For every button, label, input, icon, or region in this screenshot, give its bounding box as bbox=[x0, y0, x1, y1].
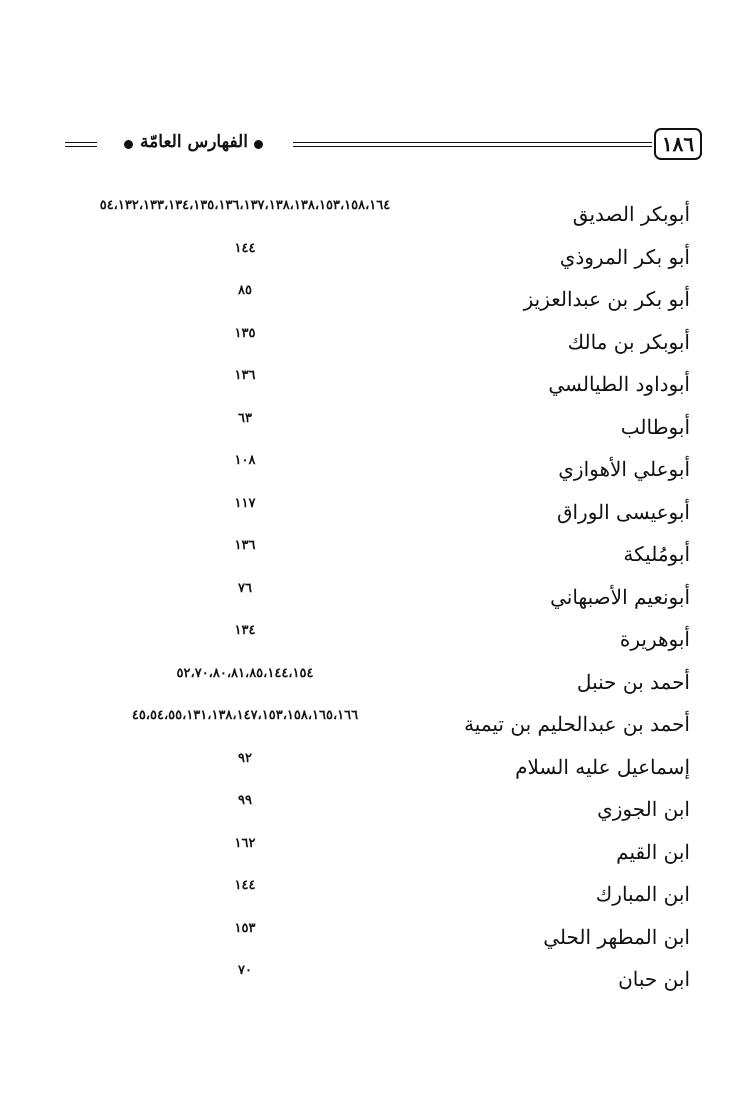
entry-pages: ١٣٤ bbox=[234, 623, 256, 638]
index-entry bbox=[50, 532, 690, 575]
entry-pages: ٨٥ bbox=[238, 283, 252, 298]
index-entry bbox=[50, 362, 690, 405]
entry-name: أبونعيم الأصبهاني bbox=[550, 584, 690, 609]
index-entry bbox=[50, 660, 690, 703]
bullet-dot-right bbox=[254, 140, 263, 149]
index-entry bbox=[50, 405, 690, 448]
entry-pages: ٤٥،٥٤،٥٥،١٣١،١٣٨،١٤٧،١٥٣،١٥٨،١٦٥،١٦٦ bbox=[131, 708, 359, 723]
index-entry bbox=[50, 235, 690, 278]
index-entry bbox=[50, 320, 690, 363]
index-entry bbox=[50, 830, 690, 873]
index-entry bbox=[50, 192, 690, 235]
header-title: الفهارس العامّة bbox=[140, 132, 248, 152]
entry-name: أبوداود الطيالسي bbox=[548, 372, 690, 396]
entry-name: أبوعلي الأهوازي bbox=[558, 457, 690, 481]
entry-pages: ١٣٦ bbox=[234, 368, 256, 383]
entry-name: أبومُليكة bbox=[623, 542, 690, 566]
entry-pages: ١٤٤ bbox=[234, 240, 256, 256]
entry-name: ابن حبان bbox=[618, 967, 690, 991]
entry-name: أبوهريرة bbox=[619, 627, 690, 651]
index-list bbox=[50, 192, 690, 1000]
header-rule-main bbox=[293, 142, 652, 147]
entry-name: أحمد بن حنبل bbox=[576, 669, 690, 694]
entry-name: ابن القيم bbox=[616, 839, 690, 864]
index-entry bbox=[50, 915, 690, 958]
index-entry bbox=[50, 745, 690, 788]
entry-pages: ١٥٣ bbox=[234, 920, 256, 936]
page-number: ١٨٦ bbox=[654, 128, 702, 160]
entry-name: إسماعيل عليه السلام bbox=[515, 754, 690, 779]
entry-pages: ٥٢،٧٠،٨٠،٨١،٨٥،١٤٤،١٥٤ bbox=[176, 665, 314, 681]
entry-pages: ٥٤،١٣٢،١٣٣،١٣٤،١٣٥،١٣٦،١٣٧،١٣٨،١٣٨،١٥٣،١٥٨،١٦٤ bbox=[99, 198, 391, 213]
bullet-dot-left bbox=[124, 140, 133, 149]
entry-name: أبوبكر بن مالك bbox=[567, 329, 690, 354]
entry-name: أبوطالب bbox=[620, 414, 690, 439]
index-entry bbox=[50, 702, 690, 745]
index-entry bbox=[50, 872, 690, 915]
index-entry bbox=[50, 957, 690, 1000]
entry-pages: ٧٦ bbox=[238, 580, 252, 596]
entry-pages: ٧٠ bbox=[238, 963, 252, 978]
entry-pages: ١١٧ bbox=[234, 495, 256, 511]
index-entry bbox=[50, 787, 690, 830]
index-entry bbox=[50, 277, 690, 320]
entry-pages: ٦٣ bbox=[238, 410, 252, 426]
entry-name: أبو بكر بن عبدالعزيز bbox=[523, 287, 690, 311]
entry-name: ابن المبارك bbox=[595, 882, 690, 906]
entry-name: أبوبكر الصديق bbox=[572, 202, 690, 226]
header-rule-left bbox=[65, 142, 97, 147]
index-entry bbox=[50, 447, 690, 490]
entry-pages: ١٣٥ bbox=[234, 325, 256, 341]
entry-pages: ٩٩ bbox=[238, 793, 252, 808]
entry-name: أبوعيسى الوراق bbox=[556, 499, 690, 524]
entry-name: أحمد بن عبدالحليم بن تيمية bbox=[464, 712, 690, 736]
entry-pages: ١٦٢ bbox=[234, 835, 256, 851]
entry-name: ابن المطهر الحلي bbox=[543, 924, 690, 949]
index-entry bbox=[50, 575, 690, 618]
index-entry bbox=[50, 490, 690, 533]
running-header bbox=[60, 128, 702, 166]
entry-pages: ١٤٤ bbox=[234, 878, 256, 893]
index-entry bbox=[50, 617, 690, 660]
entry-name: ابن الجوزي bbox=[597, 797, 690, 821]
entry-pages: ٩٢ bbox=[238, 750, 252, 766]
entry-pages: ١٣٦ bbox=[234, 538, 256, 553]
entry-pages: ١٠٨ bbox=[234, 453, 256, 468]
entry-name: أبو بكر المروذي bbox=[559, 244, 690, 269]
